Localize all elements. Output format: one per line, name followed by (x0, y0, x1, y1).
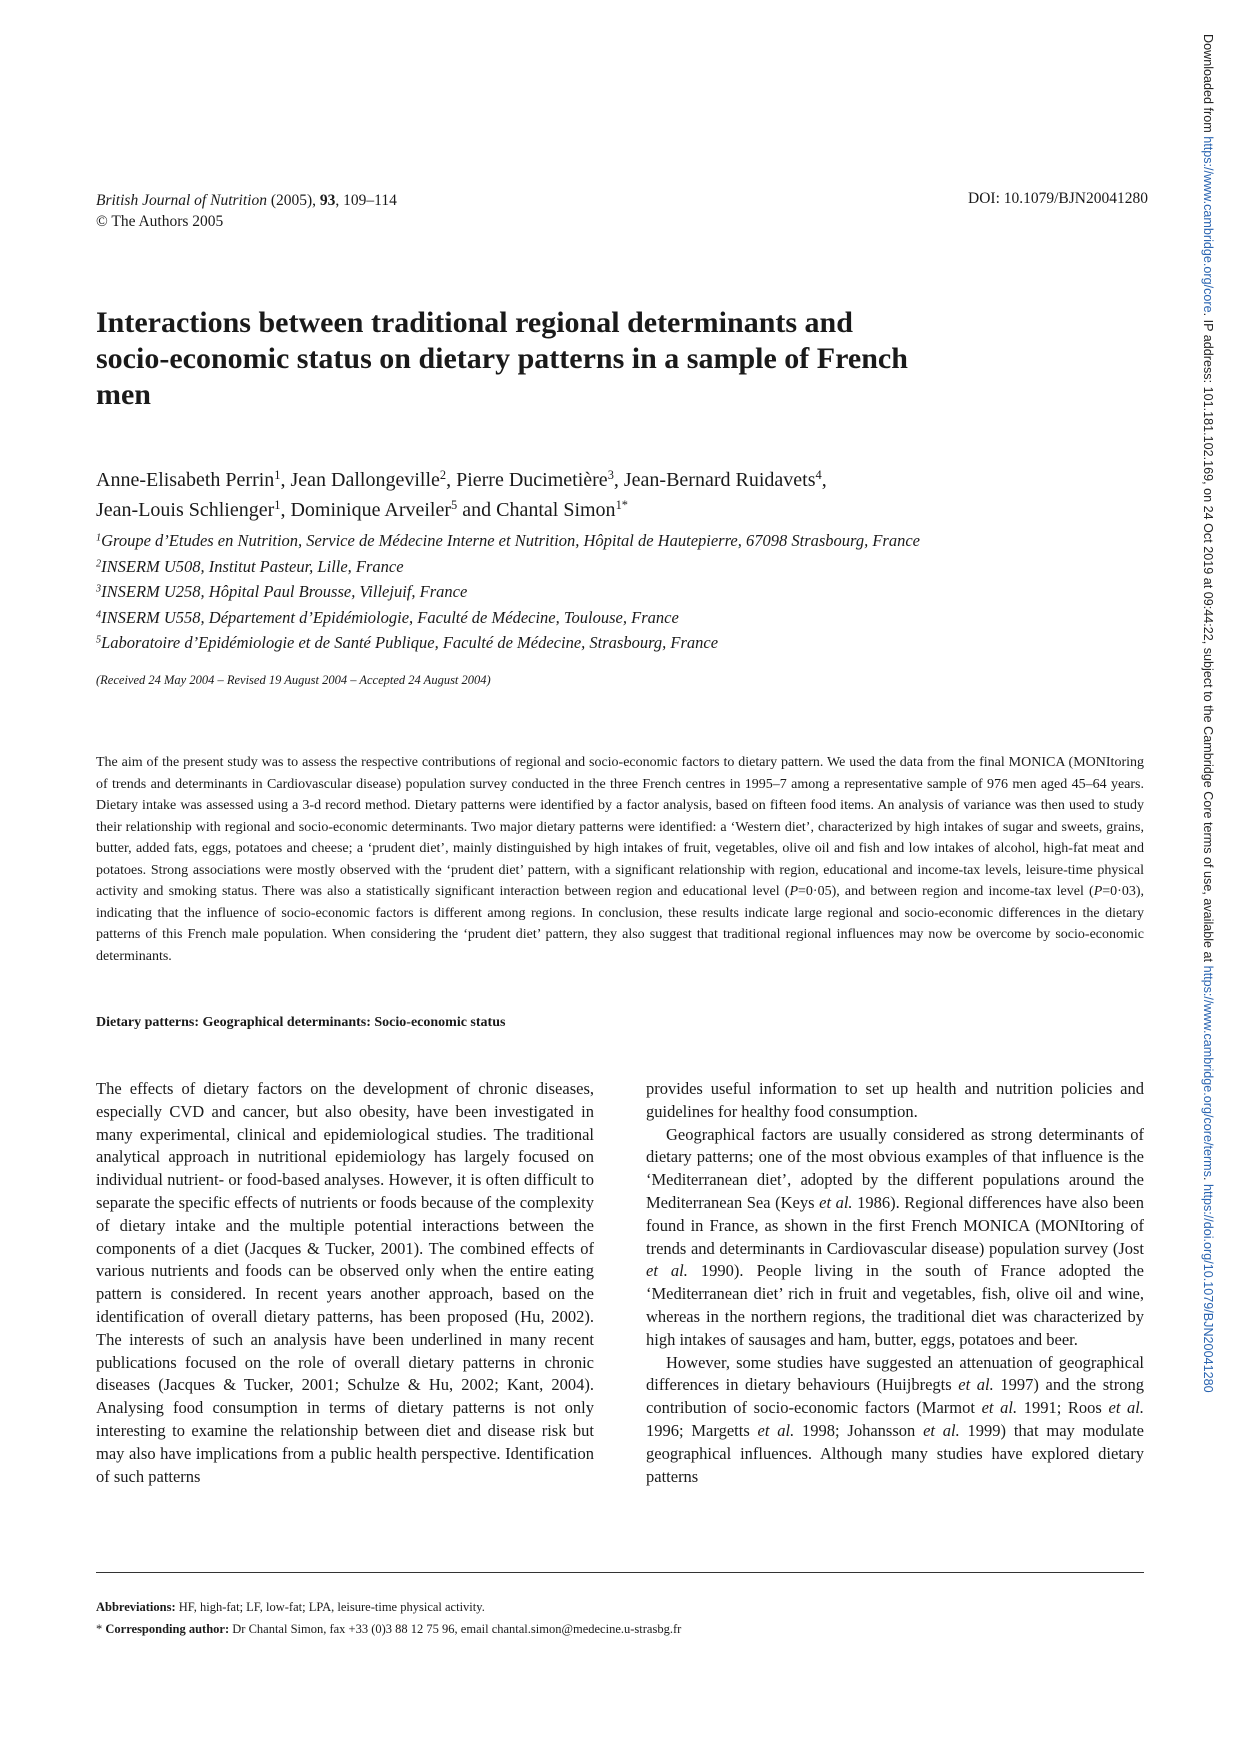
journal-citation (96, 190, 397, 211)
page-range: , 109–114 (335, 192, 397, 209)
doi-label: DOI: 10.1079/BJN20041280 (968, 190, 1148, 207)
sidebar-text: Downloaded from (1201, 34, 1215, 137)
journal-name: British Journal of Nutrition (96, 192, 267, 209)
author-name: Jean-Bernard Ruidavets (623, 469, 816, 491)
affiliation-item: $^1$Groupe d’Etudes en Nutrition, Service de Médecine Interne et Nutrition, Hôpital de Hautepierre, 67098 Strasbourg, France (96, 531, 920, 550)
author-name: Jean Dallongeville (290, 469, 440, 491)
body-paragraph: provides useful information to set up health and nutrition policies and guidelines for healthy food consumption. (646, 1079, 1144, 1121)
affiliation-mark: 1 (274, 498, 281, 513)
corresponding-author-note: * Corresponding author: Dr Chantal Simon, fax +33 (0)3 88 12 75 96, email chantal.simon@medecine.u-strasbg.fr (96, 1622, 682, 1636)
volume-number: 93 (319, 192, 336, 209)
body-paragraph: Geographical factors are usually considered as strong determinants of dietary patterns; one of the most obvious examples of that influence is the ‘Mediterranean diet’, adopted by the different populations around the Mediterranean Sea (Keys et al. 1986). Regional differences have also been found in France, as shown in the first French MONICA (MONItoring of trends and determinants in Cardiovascular disease) population survey (Jost et al. 1990). People living in the south of France adopted the ‘Mediterranean diet’ rich in fruit and vegetables, fish, olive oil and wine, whereas in the northern regions, the traditional diet was characterized by high intakes of sausages and ham, butter, eggs, potatoes and beer. (646, 1124, 1144, 1349)
author-name: Pierre Ducimetière (456, 469, 608, 491)
affiliation-mark: 1* (615, 498, 628, 513)
footnotes (96, 1596, 681, 1640)
affiliation-mark: 4 (815, 468, 822, 483)
affiliation-mark: 3 (607, 468, 614, 483)
keywords: Dietary patterns: Geographical determinants: Socio-economic status (96, 1015, 506, 1030)
author-name: Dominique Arveiler (290, 499, 452, 521)
terms-link[interactable]: https://www.cambridge.org/core/terms (1201, 965, 1215, 1177)
author-name: Jean-Louis Schlienger (96, 499, 275, 521)
affiliation-item: $^5$Laboratoire d’Epidémiologie et de Santé Publique, Faculté de Médecine, Strasbourg, France (96, 633, 719, 652)
affiliation-mark: 5 (451, 498, 458, 513)
received-dates: (Received 24 May 2004 – Revised 19 August 2004 – Accepted 24 August 2004) (96, 673, 491, 687)
sidebar-text: . IP address: 101.181.102.169, on 24 Oct 2019 at 09:44:22, subject to the Cambridge Core terms of use, available at (1201, 312, 1215, 966)
affiliation-mark: 1 (274, 468, 281, 483)
body-paragraph: However, some studies have suggested an attenuation of geographical differences in dietary behaviours (Huijbregts et al. 1997) and the strong contribution of socio-economic factors (Marmot et al. 1991; Roos et al. 1996; Margetts et al. 1998; Johansson et al. 1999) that may modulate geographical influences. Although many studies have explored dietary patterns (646, 1352, 1144, 1486)
journal-header (96, 190, 397, 232)
author-name: Chantal Simon (496, 499, 616, 521)
abstract: The aim of the present study was to assess the respective contributions of regional and socio-economic factors to dietary pattern. We used the data from the final MONICA (MONItoring of trends and determinants in Cardiovascular disease) population survey conducted in the three French centres in 1995–7 among a representative sample of 976 men aged 45–64 years. Dietary intake was assessed using a 3-d record method. Dietary patterns were identified by a factor analysis, based on fifteen food items. An analysis of variance was then used to study their relationship with regional and socio-economic determinants. Two major dietary patterns were identified: a ‘Western diet’, characterized by high intakes of sugar and sweets, grains, butter, added fats, eggs, potatoes and cheese; a ‘prudent diet’, mainly distinguished by high intakes of fruit, vegetables, olive oil and fish and low intakes of alcohol, high-fat meat and potatoes. Strong associations were mostly observed with the ‘prudent diet’ pattern, with a significant relationship with region, educational and income-tax levels, leisure-time physical activity and smoking status. There was also a statistically significant interaction between region and educational level (P=0·05), and between region and income-tax level (P=0·03), indicating that the influence of socio-economic factors is different among regions. In conclusion, these results indicate large regional and socio-economic differences in the dietary patterns of this French male population. When considering the ‘prudent diet’ pattern, they also suggest that traditional regional influences may now be overcome by socio-economic determinants. (96, 755, 1145, 964)
affiliation-item: $^4$INSERM U558, Département d’Epidémiologie, Faculté de Médecine, Toulouse, France (96, 607, 679, 627)
affiliation-mark: 2 (439, 468, 447, 483)
body-paragraph: The effects of dietary factors on the development of chronic diseases, especially CVD and cancer, but also obesity, have been investigated in many experimental, clinical and epidemiological studies. The traditional analytical approach in nutritional epidemiology has largely focused on individual nutrient- or food-based analyses. However, it is often difficult to separate the specific effects of nutrients or foods because of the complexity of dietary intake and the multiple potential interactions between the components of a diet (Jacques & Tucker, 2001). The combined effects of various nutrients and foods can be observed only when the entire eating pattern is considered. In recent years another approach, based on the identification of overall dietary patterns, has been proposed (Hu, 2002). The interests of such an analysis have been underlined in many recent publications focused on the role of overall dietary patterns in chronic diseases (Jacques & Tucker, 2001; Schulze & Hu, 2002; Kant, 2004). Analysing food consumption in terms of dietary patterns is not only interesting to examine the relationship between diet and disease risk but may also have implications from a public health perspective. Identification of such patterns (96, 1079, 594, 1486)
body-column-right (646, 1078, 1144, 1488)
download-sidebar (1201, 34, 1215, 1393)
body-column-left (96, 1078, 594, 1488)
article-title: Interactions between traditional regional determinants and socio-economic status on dietary patterns in a sample of French men (96, 306, 908, 411)
doi-link[interactable]: https://doi.org/10.1079/BJN20041280 (1201, 1183, 1215, 1393)
citation-year: (2005), (266, 192, 320, 209)
copyright-line: © The Authors 2005 (96, 213, 224, 230)
author-list: Anne-Elisabeth Perrin$^1$, Jean Dallongeville$^2$, Pierre Ducimetière$^3$, Jean-Bernard Ruidavets$^4$, Jean-Louis Schlienger$^1$, Dominique Arveiler$^5$ and Chantal Simon$^{1*}$ (96, 468, 827, 521)
cambridge-core-link[interactable]: https://www.cambridge.org/core (1201, 136, 1215, 313)
affiliation-item: $^3$INSERM U258, Hôpital Paul Brousse, Villejuif, France (96, 582, 468, 601)
affiliation-item: $^2$INSERM U508, Institut Pasteur, Lille, France (96, 556, 404, 576)
affiliation-list (96, 528, 1156, 656)
footnote-divider (96, 1572, 1144, 1573)
abbreviations-note: Abbreviations: HF, high-fat; LF, low-fat; LPA, leisure-time physical activity. (96, 1600, 485, 1614)
sidebar-text: . (1201, 1176, 1215, 1184)
author-name: Anne-Elisabeth Perrin (96, 469, 275, 491)
